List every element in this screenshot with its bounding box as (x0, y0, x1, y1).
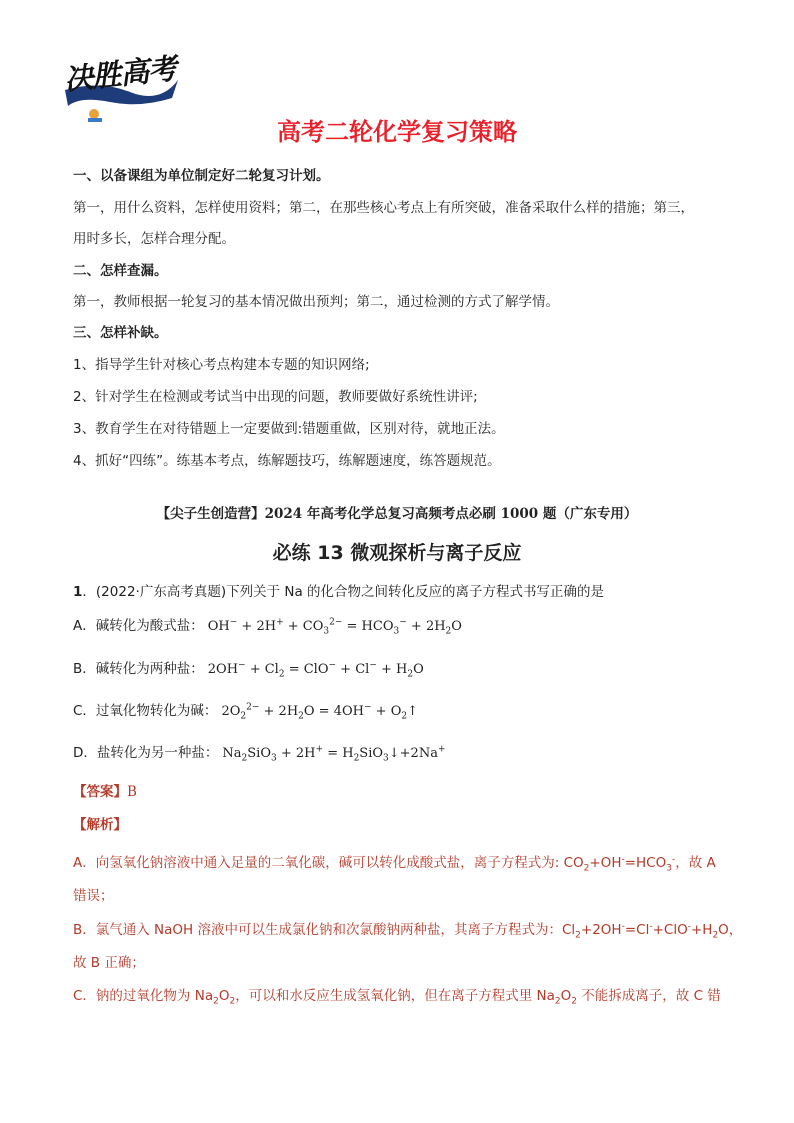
strategy-paragraph-2: 第一，教师根据一轮复习的基本情况做出预判；第二，通过检测的方式了解学情。 (73, 294, 559, 310)
analysis-line-5: C．钠的过氧化物为 $Na_2O_2$，可以和水反应生成氢氧化钠，但在离子方程式里 $Na_2O_2$ 不能拆成离子，故 C 错 (73, 988, 721, 1007)
answer-label: 【答案】 (73, 784, 127, 800)
analysis-label: 【解析】 (73, 817, 127, 833)
option-a-label: A．碱转化为酸式盐： (73, 618, 204, 634)
option-d-equation: $Na_2SiO_3 + 2H^+$ = $H_2SiO_3↓+2Na^+$ (222, 744, 446, 764)
question-source: ．(2022·广东高考真题)下列关于 Na 的化合物之间转化反应的离子方程式书写正确的是 (82, 584, 605, 600)
strategy-heading-1: 一、以备课组为单位制定好二轮复习计划。 (73, 168, 330, 184)
answer (73, 780, 137, 800)
option-a[interactable] (73, 614, 462, 637)
answer-value: B (127, 784, 137, 800)
section-title: 必练 13 微观探析与离子反应 (272, 542, 522, 564)
strategy-heading-3: 三、怎样补缺。 (73, 325, 168, 341)
strategy-item-3: 3、教育学生在对待错题上一定要做到:错题重做，区别对待，就地正法。 (73, 421, 505, 437)
strategy-item-1: 1、指导学生针对核心考点构建本专题的知识网络; (73, 357, 370, 373)
page-title: 高考二轮化学复习策略 (277, 118, 517, 146)
question-stem (73, 580, 604, 600)
analysis-line-3: B．氯气通入 NaOH 溶液中可以生成氯化钠和次氯酸钠两种盐，其离子方程式为：$Cl_2+2OH^-=Cl^-+ClO^-+H_2O$， (73, 921, 743, 941)
question-number: 1 (73, 584, 83, 600)
option-a-equation: $OH^- + 2H^+ + CO_3^{2-} = HCO_3^- + 2H_2O$ (207, 617, 462, 637)
option-b-label: B．碱转化为两种盐： (73, 661, 204, 677)
option-c-equation: $2O_2^{2-} + 2H_2O = 4OH^-$ + $O_2↑$ (221, 702, 418, 722)
option-d-label: D．盐转化为另一种盐： (73, 745, 219, 761)
analysis-line-2: 错误； (73, 888, 114, 904)
logo-text: 决胜高考 (62, 51, 178, 97)
option-b-equation: $2OH^- + Cl_2 = ClO^- + Cl^- + H_2O$ (207, 660, 424, 680)
strategy-paragraph-1b: 用时多长，怎样合理分配。 (73, 231, 235, 247)
option-c[interactable] (73, 699, 418, 722)
analysis-line-4: 故 B 正确； (73, 955, 145, 971)
analysis-line-1: A．向氢氧化钠溶液中通入足量的二氧化碳，碱可以转化成酸式盐，离子方程式为: $CO_2+OH^-=HCO_3^-$，故 A (73, 854, 716, 874)
strategy-item-2: 2、针对学生在检测或考试当中出现的问题，教师要做好系统性讲评; (73, 389, 478, 405)
option-b[interactable] (73, 657, 424, 680)
strategy-item-4: 4、抓好“四练”。练基本考点，练解题技巧，练解题速度，练答题规范。 (73, 453, 501, 469)
strategy-paragraph-1a: 第一，用什么资料，怎样使用资料；第二，在那些核心考点上有所突破，准备采取什么样的措施；第三， (73, 200, 694, 216)
strategy-heading-2: 二、怎样查漏。 (73, 263, 168, 279)
option-d[interactable] (73, 741, 446, 764)
exam-subtitle: 【尖子生创造营】2024 年高考化学总复习高频考点必刷 1000 题（广东专用） (156, 506, 638, 522)
option-c-label: C．过氧化物转化为碱： (73, 703, 218, 719)
